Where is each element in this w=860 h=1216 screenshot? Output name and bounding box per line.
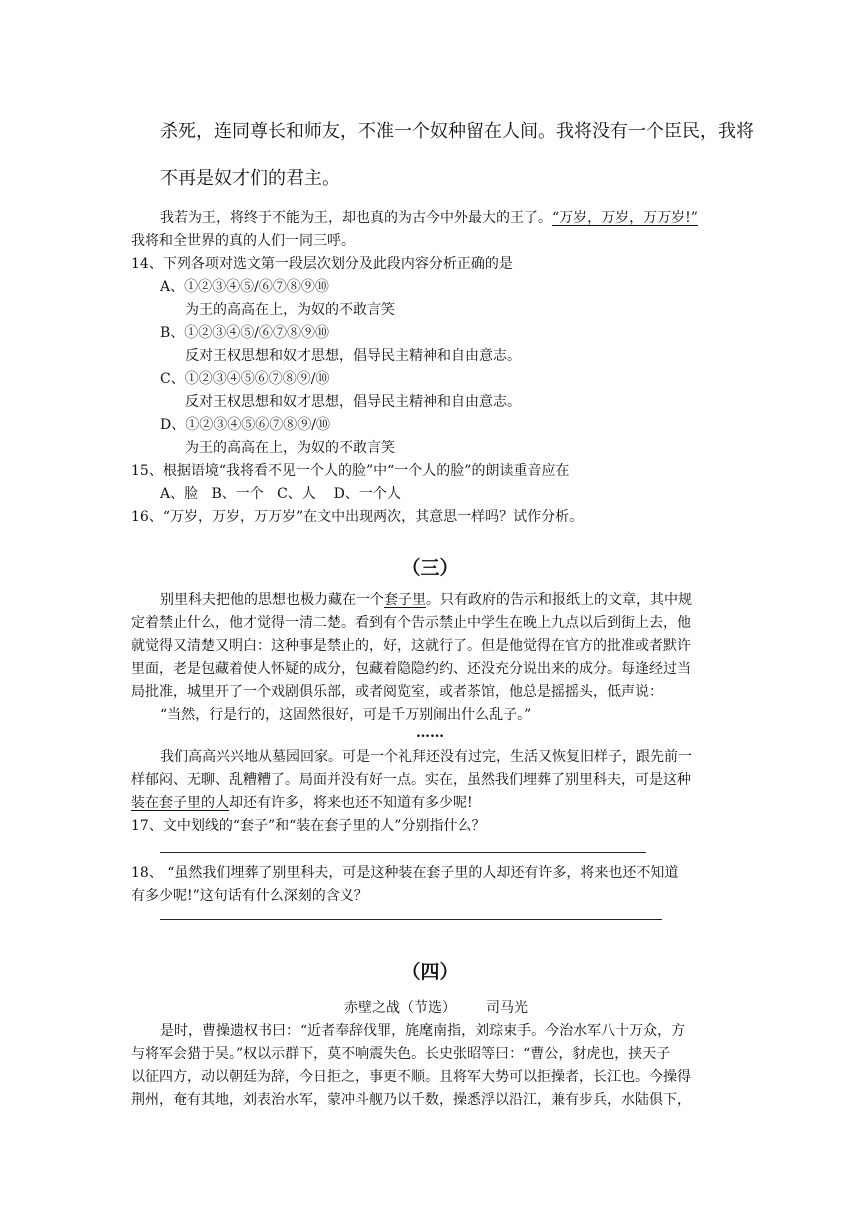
passage-line: 是时，曹操遗权书曰：“近者奉辞伐罪，旄麾南指，刘琮束手。今治水军八十万众，方: [160, 1023, 686, 1039]
author-text: 司马光: [486, 1000, 528, 1016]
passage-line: [131, 792, 473, 812]
passage-line: 定着禁止什么，他才觉得一清二楚。看到有个告示禁止中学生在晚上九点以后到街上去，他: [131, 615, 691, 631]
question-18-cont: 有多少呢!”这句话有什么深刻的含义？: [131, 888, 368, 904]
option-d-label: D、①②③④⑤⑥⑦⑧⑨/⑩: [160, 417, 330, 433]
underlined-term: 套子里: [384, 592, 426, 608]
option-d-detail: 为王的高高在上，为奴的不敢言笑: [185, 440, 395, 456]
underlined-term: 装在套子里的人: [131, 795, 229, 811]
section-heading: （三）: [401, 557, 459, 579]
question-14: 14、下列各项对选文第一段层次划分及此段内容分析正确的是: [131, 256, 513, 272]
passage-line: 样郁闷、无聊、乱糟糟了。局面并没有好一点。实在，虽然我们埋葬了别里科夫，可是这种: [131, 772, 691, 788]
underlined-quote: “万岁，万岁，万万岁!”: [552, 210, 698, 226]
option-b-label: B、①②③④⑤/⑥⑦⑧⑨⑩: [160, 325, 330, 341]
question-15: 15、根据语境“我将看不见一个人的脸”中“一个人的脸”的朗读重音应在: [131, 463, 570, 479]
option-b-detail: 反对王权思想和奴才思想，倡导民主精神和自由意志。: [185, 348, 521, 364]
title-text: 赤壁之战（节选）: [344, 1000, 456, 1016]
question-17: 17、文中划线的“套子”和“装在套子里的人”分别指什么？: [131, 818, 486, 834]
passage-line: 我们高高兴兴地从墓园回家。可是一个礼拜还没有过完，生活又恢复旧样子，跟先前一: [160, 749, 692, 765]
option-c-label: C、①②③④⑤⑥⑦⑧⑨/⑩: [160, 371, 330, 387]
ellipsis: ……: [416, 725, 444, 741]
question-18: 18、 “虽然我们埋葬了别里科夫，可是这种装在套子里的人却还有许多，将来也还不知道: [131, 865, 679, 881]
passage-text: 别里科夫把他的思想也极力藏在一个: [160, 592, 384, 608]
passage-title: [344, 997, 528, 1017]
passage-line: 我将和全世界的真的人们一同三呼。: [131, 233, 355, 249]
passage-text: 我若为王，将终于不能为王，却也真的为古今中外最大的王了。: [160, 210, 552, 226]
option-c-detail: 反对王权思想和奴才思想，倡导民主精神和自由意志。: [185, 394, 521, 410]
passage-line: 就觉得又清楚又明白：这种事是禁止的，好，这就行了。但是他觉得在官方的批准或者默许: [131, 638, 691, 654]
passage-text: 却还有许多，将来也还不知道有多少呢!: [229, 795, 473, 811]
question-15-options: A、脸 B、一个 C、人 D、一个人: [160, 486, 401, 502]
passage-line: 杀死，连同尊长和师友，不准一个奴种留在人间。我将没有一个臣民，我将: [160, 121, 754, 142]
option-a-detail: 为王的高高在上，为奴的不敢言笑: [185, 302, 395, 318]
answer-line[interactable]: [160, 919, 662, 920]
passage-line: 与将军会猎于吴。”权以示群下，莫不响震失色。长史张昭等曰：“曹公，豺虎也，挟天子: [131, 1046, 671, 1062]
passage-line: 里面，老是包藏着使人怀疑的成分，包藏着隐隐约约、还没充分说出来的成分。每逢经过当: [131, 661, 691, 677]
question-16: 16、“万岁，万岁，万万岁”在文中出现两次，其意思一样吗？试作分析。: [131, 509, 584, 525]
quote-line: “当然，行是行的，这固然很好，可是千万别闹出什么乱子。”: [160, 707, 532, 723]
passage-line: 局批准，城里开了一个戏剧俱乐部，或者阅览室，或者茶馆，他总是摇摇头，低声说：: [131, 684, 663, 700]
passage-line: 以征四方，动以朝廷为辞，今日拒之，事更不顺。且将军大势可以拒操者，长江也。今操得: [131, 1069, 691, 1085]
option-a-label: A、①②③④⑤/⑥⑦⑧⑨⑩: [160, 279, 329, 295]
passage-line: 不再是奴才们的君主。: [160, 168, 340, 189]
passage-line: [160, 589, 692, 609]
passage-text: 。只有政府的告示和报纸上的文章，其中规: [426, 592, 692, 608]
section-heading: （四）: [401, 961, 459, 983]
passage-line: [160, 207, 698, 227]
passage-line: 荆州，奄有其地，刘表治水军，蒙冲斗舰乃以千数，操悉浮以沿江，兼有步兵，水陆俱下，: [131, 1092, 691, 1108]
answer-line[interactable]: [160, 852, 646, 853]
